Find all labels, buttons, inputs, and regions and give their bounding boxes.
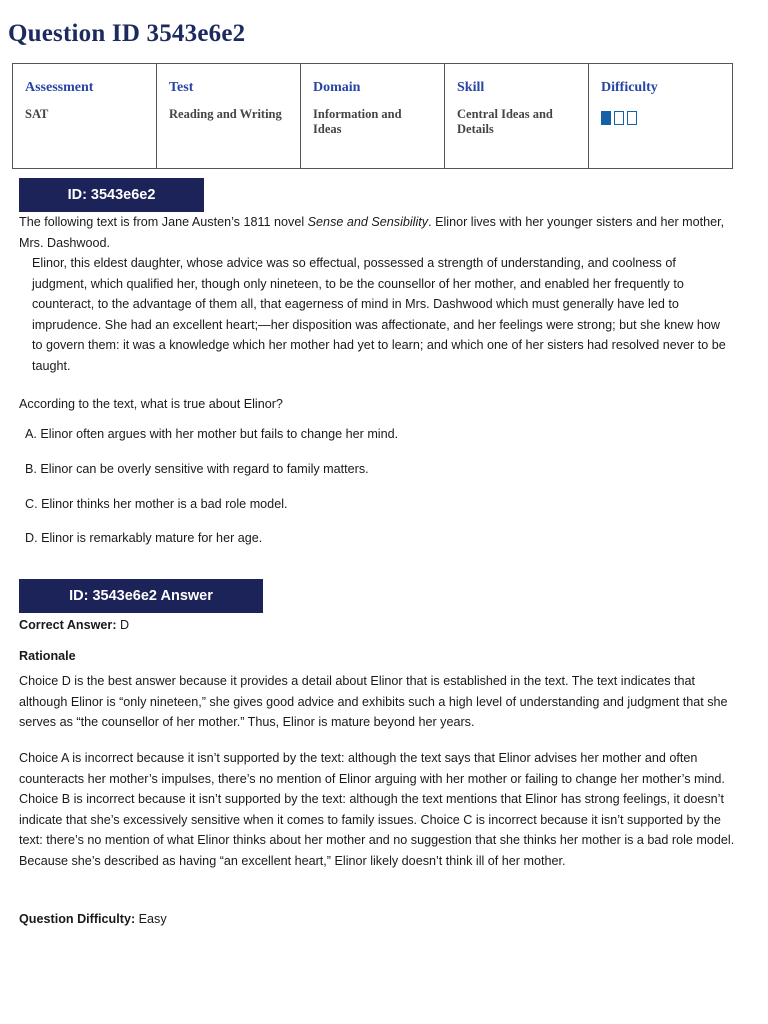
meta-header-test: Test [169, 80, 194, 95]
answer-choice-d[interactable]: D. Elinor is remarkably mature for her age. [25, 531, 263, 545]
question-difficulty-value: Easy [138, 912, 167, 926]
question-intro [19, 212, 749, 253]
question-id-banner: ID: 3543e6e2 [19, 178, 204, 212]
meta-cell-assessment [13, 64, 157, 169]
meta-cell-test [157, 64, 301, 169]
question-prompt: According to the text, what is true about Elinor? [19, 397, 283, 411]
meta-value-assessment: SAT [25, 107, 49, 121]
difficulty-bar [627, 111, 637, 125]
meta-header-assessment: Assessment [25, 80, 94, 95]
correct-answer-value: D [120, 618, 130, 632]
difficulty-bar [614, 111, 624, 125]
meta-header-domain: Domain [313, 80, 361, 95]
rationale-paragraph-1: Choice D is the best answer because it provides a detail about Elinor that is established in the text. The text indicates that although Elinor is “only nineteen,” she gives good advice and exhibits such a high level of understanding and judgment that she serves as “the counsellor of her mother.” Thus, Elinor is mature beyond her years. [19, 674, 728, 729]
meta-header-skill: Skill [457, 80, 485, 95]
question-metadata-table [12, 63, 733, 169]
book-title: Sense and Sensibility [307, 215, 429, 229]
difficulty-indicator [601, 111, 720, 125]
meta-cell-domain [301, 64, 445, 169]
passage-text: Elinor, this eldest daughter, whose advice was so effectual, possessed a strength of understanding, and coolness of judgment, which qualified her, though only nineteen, to be the counsellor of her mother, and enabled her frequently to counteract, to the advantage of them all, that eagerness of mind in Mrs. Dashwood which must generally have led to imprudence. She had an excellent heart;—her disposition was affectionate, and her feelings were strong; but she knew how to govern them: it was a knowledge which her mother had yet to learn; and which one of her sisters had resolved never to be taught. [32, 256, 726, 373]
answer-choice-b[interactable]: B. Elinor can be overly sensitive with regard to family matters. [25, 462, 369, 476]
rationale-paragraph-2: Choice A is incorrect because it isn’t supported by the text: although the text says that Elinor advises her mother and often counteracts her mother’s impulses, there’s no mention of Elinor arguing with her mother or failing to change her mother’s mind. Choice B is incorrect because it isn’t supported by the text: although the text mentions that Elinor has strong feelings, it doesn’t indicate that she’s excessively sensitive when it comes to family issues. Choice C is incorrect because it isn’t supported by the text: there’s no mention of what Elinor thinks about her mother and no suggestion that she thinks her mother is a bad role model. Because she’s described as having “an excellent heart,” Elinor likely doesn’t think ill of her mother. [19, 751, 735, 868]
answer-choice-a[interactable]: A. Elinor often argues with her mother but fails to change her mind. [25, 427, 399, 441]
meta-header-difficulty: Difficulty [601, 80, 658, 95]
meta-cell-skill [445, 64, 589, 169]
meta-value-domain: Information and Ideas [313, 107, 402, 136]
difficulty-bar [601, 111, 611, 125]
intro-text: The following text is from Jane Austen’s 1811 novel [19, 215, 308, 229]
rationale-heading: Rationale [19, 649, 76, 663]
meta-value-test: Reading and Writing [169, 107, 282, 121]
meta-cell-difficulty [589, 64, 733, 169]
question-difficulty-label: Question Difficulty: [19, 912, 136, 926]
question-difficulty [19, 909, 167, 930]
page-title: Question ID 3543e6e2 [8, 20, 246, 47]
answer-id-banner: ID: 3543e6e2 Answer [19, 579, 263, 613]
correct-answer-label: Correct Answer: [19, 618, 117, 632]
correct-answer [19, 615, 129, 636]
answer-choice-c[interactable]: C. Elinor thinks her mother is a bad role model. [25, 497, 288, 511]
intro-text-end: . Elinor lives with her younger sisters and her mother, Mrs. Dashwood. [19, 215, 725, 250]
meta-value-skill: Central Ideas and Details [457, 107, 553, 136]
